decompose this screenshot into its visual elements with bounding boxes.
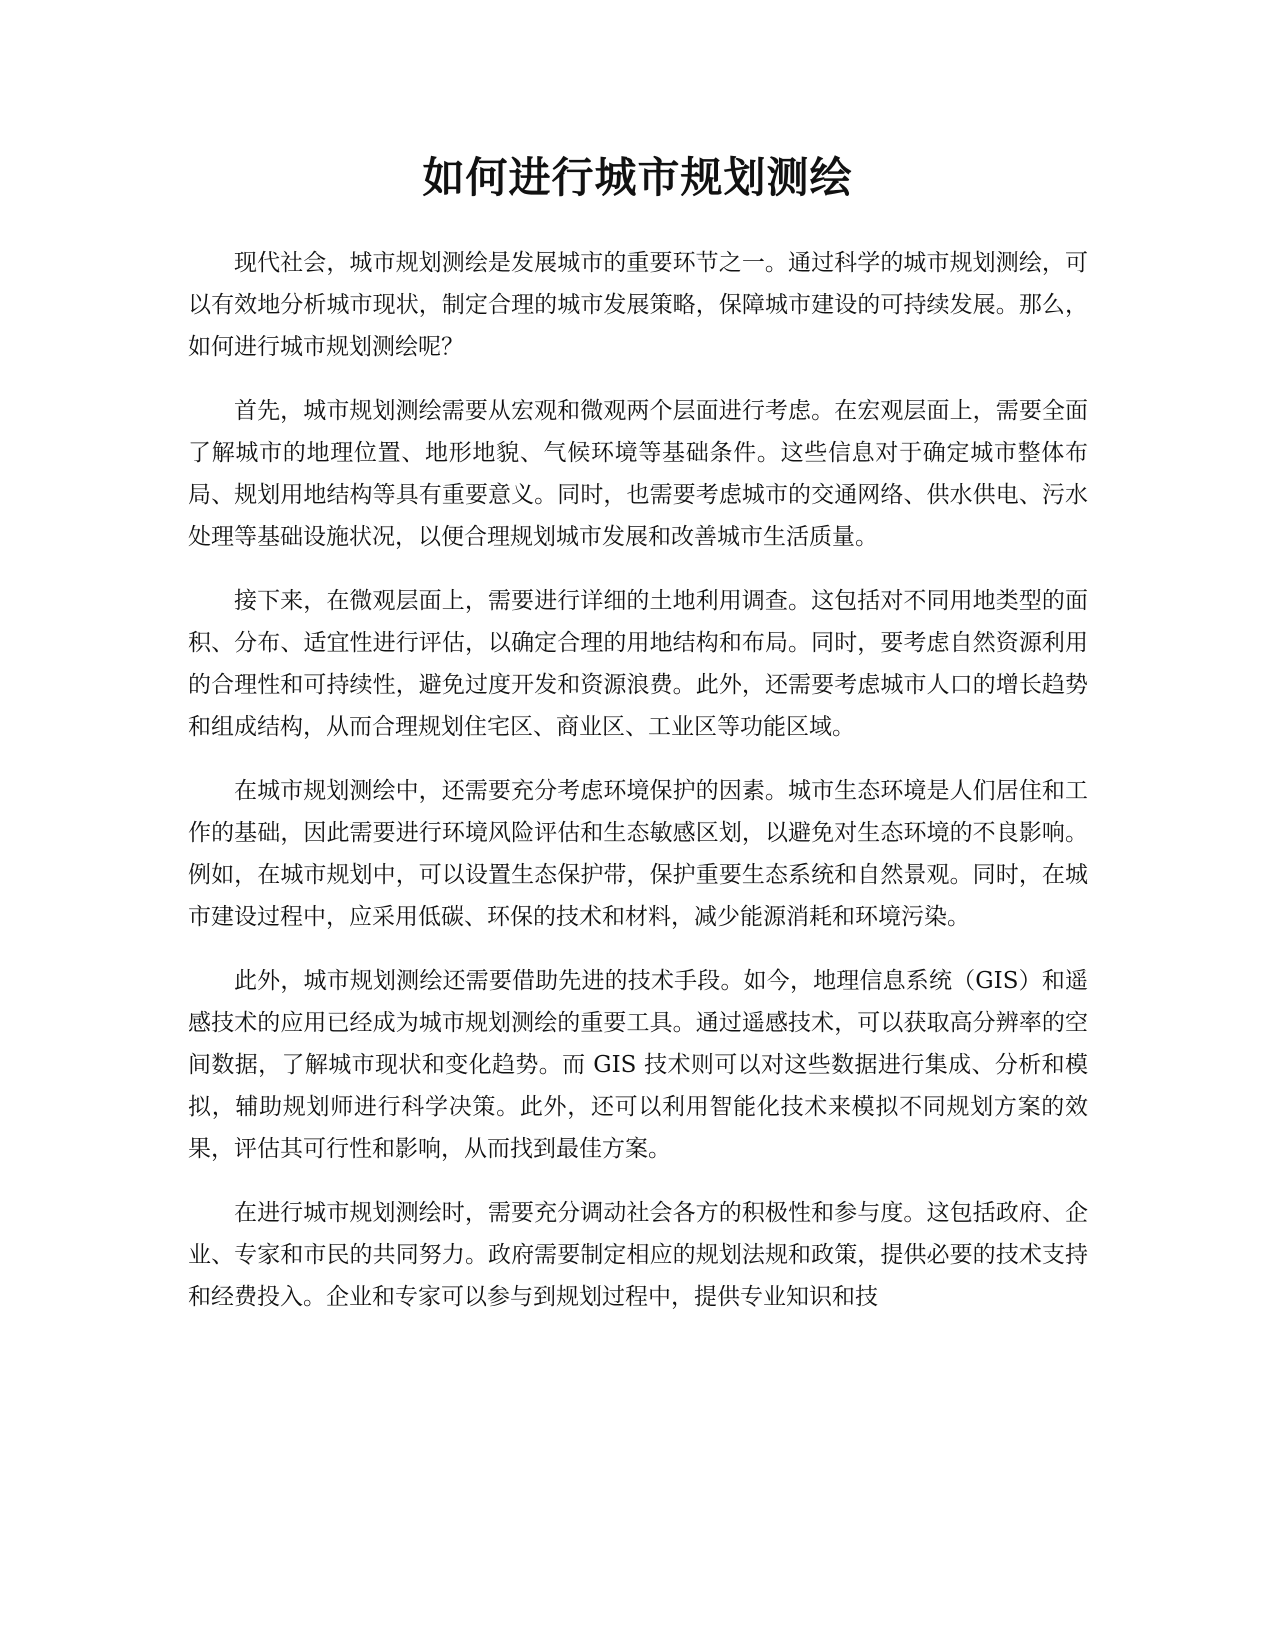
paragraph-3: 接下来，在微观层面上，需要进行详细的土地利用调查。这包括对不同用地类型的面积、分布、适宜性进行评估，以确定合理的用地结构和布局。同时，要考虑自然资源利用的合理性和可持续性，避免过度开发和资源浪费。此外，还需要考虑城市人口的增长趋势和组成结构，从而合理规划住宅区、商业区、工业区等功能区域。 bbox=[188, 588, 1088, 740]
paragraph-4: 在城市规划测绘中，还需要充分考虑环境保护的因素。城市生态环境是人们居住和工作的基础，因此需要进行环境风险评估和生态敏感区划，以避免对生态环境的不良影响。例如，在城市规划中，可以设置生态保护带，保护重要生态系统和自然景观。同时，在城市建设过程中，应采用低碳、环保的技术和材料，减少能源消耗和环境污染。 bbox=[188, 778, 1088, 930]
paragraph-6: 在进行城市规划测绘时，需要充分调动社会各方的积极性和参与度。这包括政府、企业、专家和市民的共同努力。政府需要制定相应的规划法规和政策，提供必要的技术支持和经费投入。企业和专家可以参与到规划过程中，提供专业知识和技 bbox=[188, 1200, 1088, 1310]
paragraph-5: 此外，城市规划测绘还需要借助先进的技术手段。如今，地理信息系统（GIS）和遥感技术的应用已经成为城市规划测绘的重要工具。通过遥感技术，可以获取高分辨率的空间数据，了解城市现状和变化趋势。而 GIS 技术则可以对这些数据进行集成、分析和模拟，辅助规划师进行科学决策。此外，还可以利用智能化技术来模拟不同规划方案的效果，评估其可行性和影响，从而找到最佳方案。 bbox=[188, 968, 1088, 1162]
document-body bbox=[188, 242, 1088, 1340]
paragraph-2: 首先，城市规划测绘需要从宏观和微观两个层面进行考虑。在宏观层面上，需要全面了解城市的地理位置、地形地貌、气候环境等基础条件。这些信息对于确定城市整体布局、规划用地结构等具有重要意义。同时，也需要考虑城市的交通网络、供水供电、污水处理等基础设施状况，以便合理规划城市发展和改善城市生活质量。 bbox=[188, 398, 1088, 550]
paragraph-1: 现代社会，城市规划测绘是发展城市的重要环节之一。通过科学的城市规划测绘，可以有效地分析城市现状，制定合理的城市发展策略，保障城市建设的可持续发展。那么，如何进行城市规划测绘呢？ bbox=[188, 250, 1088, 360]
document-title: 如何进行城市规划测绘 bbox=[422, 153, 853, 202]
